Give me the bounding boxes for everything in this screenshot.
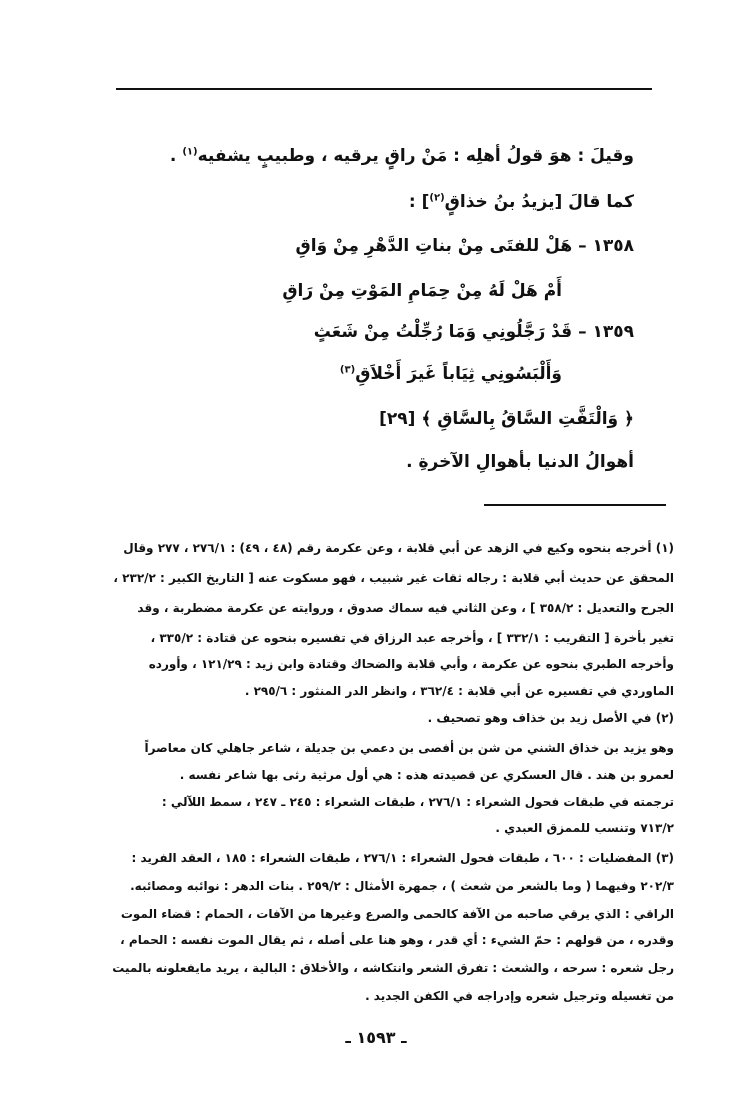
page-number: ـ ١٥٩٣ ـ: [345, 1028, 407, 1047]
footnote-line: من تغسيله وترجيل شعره وإدراجه في الكفن الجديد .: [365, 989, 674, 1003]
footnote-ref-3: (٣): [339, 364, 356, 376]
footnote-line: الجرح والتعديل : ٣٥٨/٢ ] ، وعن الثاني فيه سماك صدوق ، وروايته عن عكرمة مضطربة ، وقد: [137, 601, 674, 615]
footnote-line: الراقي : الذي يرقي صاحبه من الآفة كالحمى والصرع وغيرها من الآفات ، الحمام : قضاء الموت: [120, 907, 674, 921]
footnote-line: ٧١٣/٢ وتنسب للممزق العبدي .: [495, 821, 674, 835]
main-line-1-end: .: [169, 146, 177, 166]
footnote-ref-1: (١): [182, 146, 198, 158]
footnote-line: وهو يزيد بن خذاق الشني من شن بن أفصى بن دعمي بن جديلة ، شاعر جاهلي كان معاصراً: [144, 741, 674, 755]
main-line-2: [114, 192, 634, 212]
commentary-line: [114, 452, 634, 472]
footnote-line: لعمرو بن هند . قال العسكري عن قصيدته هذه : هي أول مرثية رثى بها شاعر نفسه .: [179, 768, 674, 782]
verse-1358-hemistich-a: هَلْ للفتَى مِنْ بناتِ الدَّهْرِ مِنْ وَاقِ: [295, 236, 573, 256]
footnote-line: تغير بأخرة [ التقريب : ٣٣٢/١ ] ، وأخرجه عبد الرزاق في تفسيره بنحوه عن قتادة : ٣٣٥/٢ ،: [150, 631, 674, 645]
footnote-line: المحقق عن حديث أبي قلابة : رجاله ثقات غير شبيب ، فهو مسكوت عنه [ التاريخ الكبير : ٢٣٢/٢ ،: [113, 571, 674, 585]
footnote-ref-2: (٢): [429, 192, 445, 204]
footnote-line: وقدره ، من قولهم : حمّ الشيء : أي قدر ، وهو هنا على أصله ، ثم يقال الموت نفسه : الحمام ،: [120, 933, 674, 947]
verse-1358-hemistich-b: أَمْ هَلْ لَهُ مِنْ حِمَامِ المَوْتِ مِنْ رَاقِ: [282, 281, 562, 301]
main-line-1-text: وقيلَ : هوَ قولُ أهلِه : مَنْ راقٍ يرقيه ، وطبيبٍ يشفيه: [197, 146, 634, 166]
header-rule: [116, 88, 652, 90]
main-line-2-text: كما قالَ [يزيدُ بنُ خذاقٍ: [444, 192, 634, 212]
verse-number-1358: ١٣٥٨ –: [578, 236, 634, 256]
main-line-2-end: ] :: [408, 192, 430, 212]
verse-1359-hemistich-b: وَأَلْبَسُونِي ثِيَاباً غَيرَ أَخْلاَقِ: [355, 364, 562, 384]
verse-1359-second: [340, 364, 562, 384]
quran-verse-text: ﴿ وَالْتَفَّتِ السَّاقُ بِالسَّاقِ ﴾ [٢٩]: [379, 409, 634, 429]
main-line-1: [114, 146, 634, 166]
commentary-text: أهوالُ الدنيا بأهوالِ الآخرةِ .: [406, 452, 634, 472]
quran-verse: [114, 408, 634, 429]
footnote-line: ٢٠٢/٣ وفيهما ( وما بالشعر من شعث ) ، جمهرة الأمثال : ٢٥٩/٢ . بنات الدهر : نوائبه ومصائبه.: [130, 879, 674, 893]
footnote-separator: [484, 504, 666, 506]
verse-1359-first: [314, 322, 634, 342]
footnote-line: الماوردي في تفسيره عن أبي قلابة : ٣٦٢/٤ ، وانظر الدر المنثور : ٢٩٥/٦ .: [244, 684, 674, 698]
footnote-line: (٣) المفضليات : ٦٠٠ ، طبقات فحول الشعراء : ٢٧٦/١ ، طبقات الشعراء : ١٨٥ ، العقد الفريد :: [131, 851, 674, 865]
footnote-line: وأخرجه الطبري بنحوه عن عكرمة ، وأبي قلابة والضحاك وقتادة وابن زيد : ١٢١/٢٩ ، وأورده: [148, 657, 674, 671]
verse-number-1359: ١٣٥٩ –: [578, 322, 634, 342]
footnote-line: (١) أخرجه بنحوه وكيع في الزهد عن أبي قلابة ، وعن عكرمة رقم (٤٨ ، ٤٩) : ٢٧٦/١ ، ٢٧٧ وقال: [123, 541, 674, 555]
footnote-line: ترجمته في طبقات فحول الشعراء : ٢٧٦/١ ، طبقات الشعراء : ٢٤٥ ـ ٢٤٧ ، سمط اللآلي :: [161, 795, 674, 809]
footnote-line: (٢) في الأصل زيد بن خذاف وهو تصحيف .: [427, 711, 674, 725]
footnote-line: رجل شعره : سرحه ، والشعث : تفرق الشعر وانتكاشه ، والأخلاق : البالية ، يريد مايفعلونه بالميت: [112, 961, 674, 975]
verse-1358-second: [282, 281, 562, 301]
verse-1358-first: [296, 236, 634, 256]
verse-1359-hemistich-a: قَدْ رَجَّلُونِي وَمَا رُجِّلْتُ مِنْ شَعَثٍ: [313, 322, 573, 342]
